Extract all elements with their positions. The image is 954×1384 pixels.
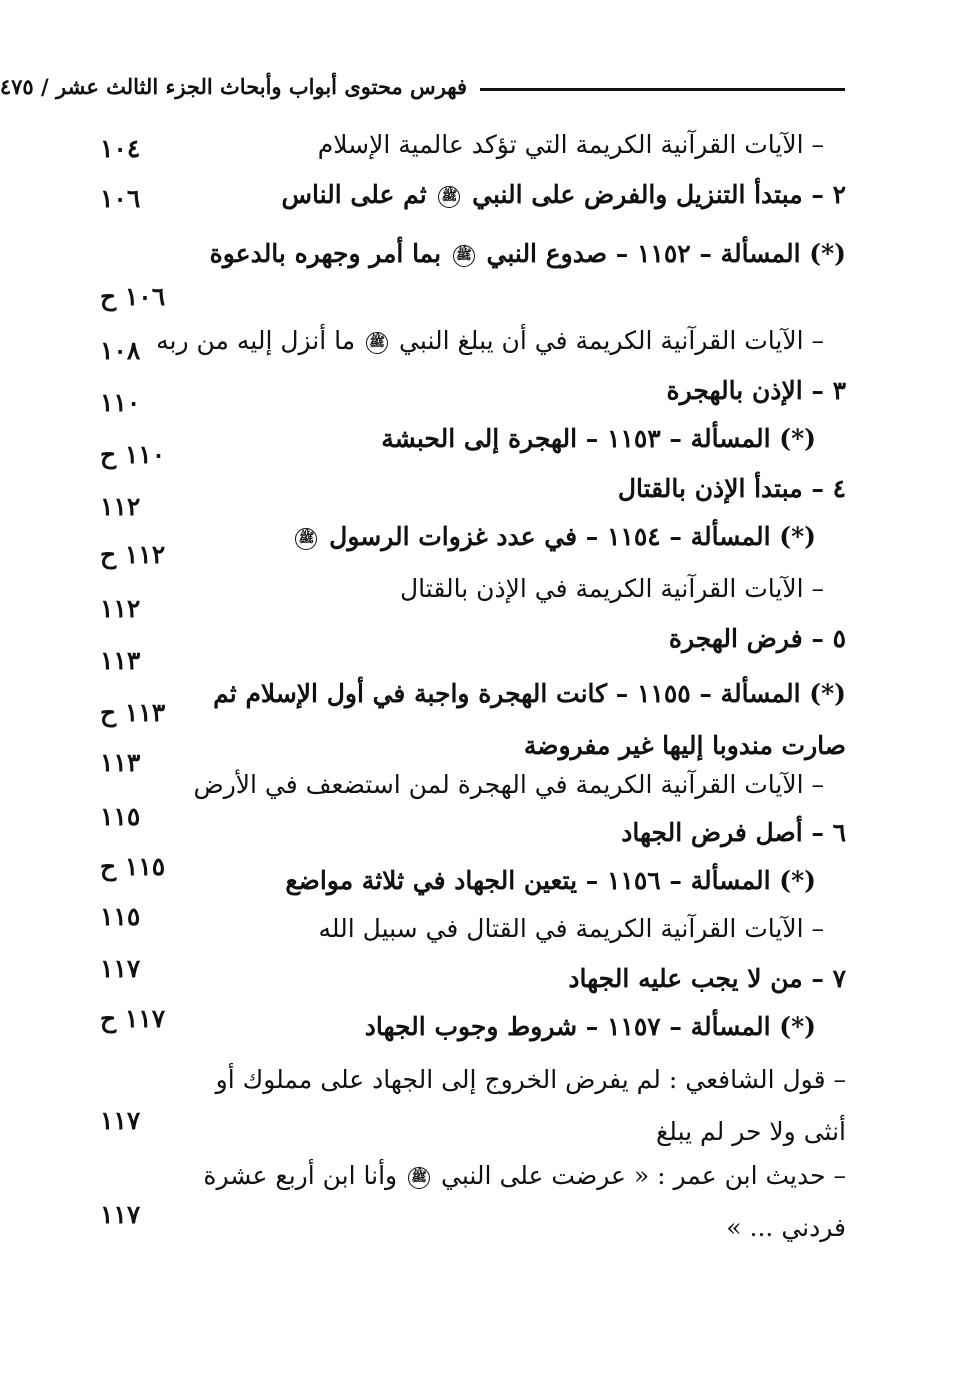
entry-text: (*) المسألة – ١١٥٤ – في عدد غزوات الرسول ﷺ xyxy=(292,522,816,551)
entry-page: ١١٣ xyxy=(100,748,141,777)
honorific-icon: ﷺ xyxy=(366,332,388,354)
entry-text: – حديث ابن عمر : « عرضت على النبي ﷺ وأنا ابن أربع عشرة فردني ... » xyxy=(203,1161,846,1242)
honorific-icon: ﷺ xyxy=(295,528,317,550)
entry-page: ١١٠ ح xyxy=(100,440,166,469)
header-title: فهرس محتوى أبواب وأبحاث الجزء الثالث عشر xyxy=(56,74,467,99)
header-separator: / xyxy=(41,74,49,99)
entry-text: – الآيات القرآنية الكريمة في الإذن بالقتال xyxy=(400,574,824,603)
honorific-icon: ﷺ xyxy=(438,186,460,208)
entry-text: – الآيات القرآنية الكريمة التي تؤكد عالمية الإسلام xyxy=(317,130,824,159)
entry-text: – الآيات القرآنية الكريمة في القتال في سبيل الله xyxy=(318,914,824,943)
entry-text: ٤ – مبتدأ الإذن بالقتال xyxy=(617,474,846,503)
entry-page: ١١٣ ح xyxy=(100,698,166,727)
entry-text: (*) المسألة – ١١٥٣ – الهجرة إلى الحبشة xyxy=(381,424,816,453)
entry-page: ١١٥ xyxy=(100,802,141,831)
entry-page: ١٠٤ xyxy=(100,134,141,163)
running-header xyxy=(0,70,845,110)
honorific-icon: ﷺ xyxy=(408,1167,430,1189)
entry-page: ١١٧ xyxy=(100,1200,141,1229)
entry-page: ١١٧ ح xyxy=(100,1004,166,1033)
entry-text: ٧ – من لا يجب عليه الجهاد xyxy=(568,964,846,993)
entry-page: ١١٥ xyxy=(100,902,141,931)
entry-page: ١١٠ xyxy=(100,388,141,417)
entry-page: ١١٢ xyxy=(100,594,141,623)
entry-text: (*) المسألة – ١١٥٢ – صدوع النبي ﷺ بما أمر وجهره بالدعوة xyxy=(209,239,846,268)
entry-text: ٦ – أصل فرض الجهاد xyxy=(621,818,846,847)
entry-text: (*) المسألة – ١١٥٥ – كانت الهجرة واجبة في أول الإسلام ثم صارت مندوبا إليها غير مفروضة xyxy=(213,679,846,760)
entry-page: ١١٧ xyxy=(100,954,141,983)
entry-page: ١١٢ xyxy=(100,492,141,521)
entry-text: – الآيات القرآنية الكريمة في أن يبلغ النبي ﷺ ما أنزل إليه من ربه xyxy=(156,326,824,355)
honorific-icon: ﷺ xyxy=(453,245,475,267)
entry-page: ١١٢ ح xyxy=(100,540,166,569)
header-rule xyxy=(480,88,845,91)
entry-text: (*) المسألة – ١١٥٦ – يتعين الجهاد في ثلاثة مواضع xyxy=(285,866,816,895)
entry-page: ١١٥ ح xyxy=(100,852,166,881)
entry-text: – الآيات القرآنية الكريمة في الهجرة لمن استضعف في الأرض xyxy=(193,770,824,799)
header-text xyxy=(0,74,467,99)
entry-text: (*) المسألة – ١١٥٧ – شروط وجوب الجهاد xyxy=(364,1012,816,1041)
entry-text: ٥ – فرض الهجرة xyxy=(668,624,846,653)
entry-page: ١٠٨ xyxy=(100,336,141,365)
entry-text: – قول الشافعي : لم يفرض الخروج إلى الجهاد على مملوك أو أنثى ولا حر لم يبلغ xyxy=(215,1065,846,1146)
entry-text: ٣ – الإذن بالهجرة xyxy=(666,376,846,405)
header-page-number: ٤٧٥ xyxy=(0,74,34,99)
entry-page: ١١٧ xyxy=(100,1106,141,1135)
entry-page: ١٠٦ ح xyxy=(100,282,166,311)
entry-text: ٢ – مبتدأ التنزيل والفرض على النبي ﷺ ثم على الناس xyxy=(281,180,846,209)
entry-page: ١١٣ xyxy=(100,646,141,675)
entry-page: ١٠٦ xyxy=(100,184,141,213)
